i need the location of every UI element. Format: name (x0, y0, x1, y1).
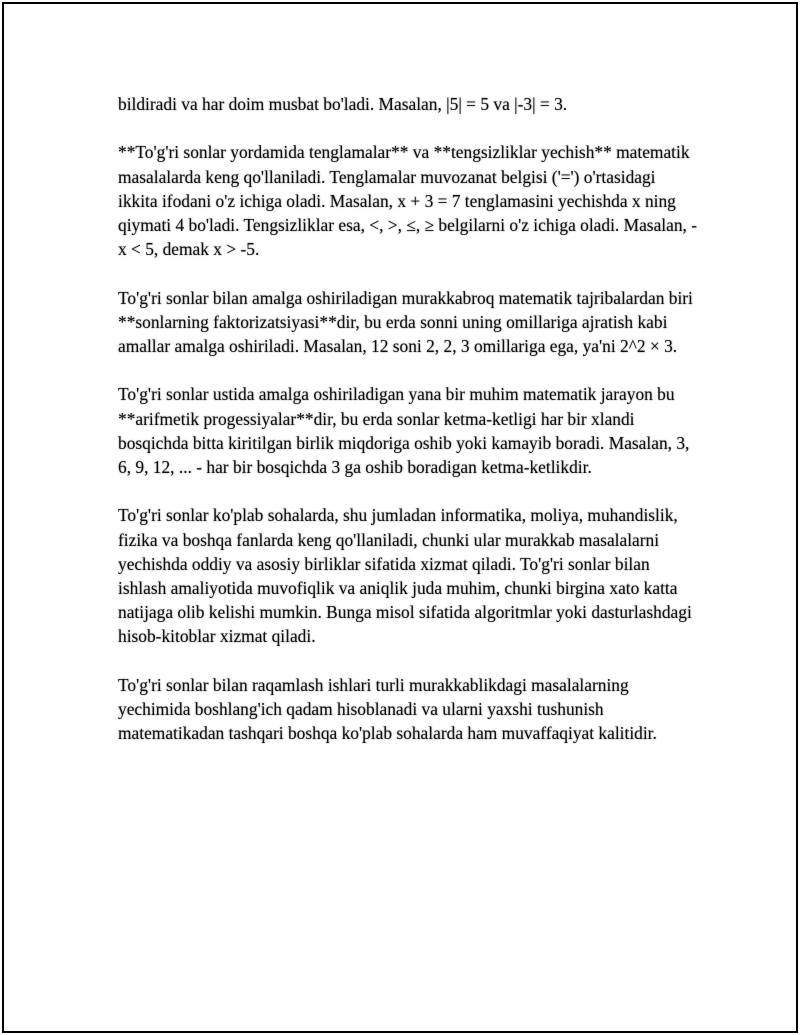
paragraph-arithmetic-progression: To'g'ri sonlar ustida amalga oshiriladigan yana bir muhim matematik jarayon bu **arifmetik progessiyalar**dir, bu erda sonlar ketma-ketligi har bir xlandi bosqichda bitta kiritilgan birlik miqdoriga oshib yoki kamayib boradi. Masalan, 3, 6, 9, 12, ... - har bir bosqichda 3 ga oshib boradigan ketma-ketlikdir. (118, 384, 690, 477)
paragraph-equations-inequalities: **To'g'ri sonlar yordamida tenglamalar** va **tengsizliklar yechish** matematik masalalarda keng qo'llaniladi. Tenglamalar muvozanat belgisi ('=') o'rtasidagi ikkita ifodani o'z ichiga oladi. Masalan, x + 3 = 7 tenglamasini yechishda x ning qiymati 4 bo'ladi. Tengsizliklar esa, <, >, ≤, ≥ belgilarni o'z ichiga oladi. Masalan, -x < 5, demak x > -5. (118, 142, 698, 260)
document-body (118, 92, 698, 770)
paragraph-factorization: To'g'ri sonlar bilan amalga oshiriladigan murakkabroq matematik tajribalardan biri **sonlarning faktorizatsiyasi**dir, bu erda sonni uning omillariga ajratish kabi amallar amalga oshiriladi. Masalan, 12 soni 2, 2, 3 omillariga ega, ya'ni 2^2 × 3. (118, 287, 693, 356)
paragraph-absolute-value: bildiradi va har doim musbat bo'ladi. Masalan, |5| = 5 va |-3| = 3. (118, 94, 568, 114)
paragraph-conclusion: To'g'ri sonlar bilan raqamlash ishlari turli murakkablikdagi masalalarning yechimida boshlang'ich qadam hisoblanadi va ularni yaxshi tushunish matematikadan tashqari boshqa ko'plab sohalarda ham muvaffaqiyat kalitidir. (118, 674, 657, 744)
paragraph-applications: To'g'ri sonlar ko'plab sohalarda, shu jumladan informatika, moliya, muhandislik, fizika va boshqa fanlarda keng qo'llaniladi, chunki ular murakkab masalalarni yechishda oddiy va asosiy birliklar sifatida xizmat qiladi. To'g'ri sonlar bilan ishlash amaliyotida muvofiqlik va aniqlik juda muhim, chunki birgina xato katta natijaga olib kelishi mumkin. Bunga misol sifatida algoritmlar yoki dasturlashdagi hisob-kitoblar xizmat qiladi. (118, 505, 692, 647)
